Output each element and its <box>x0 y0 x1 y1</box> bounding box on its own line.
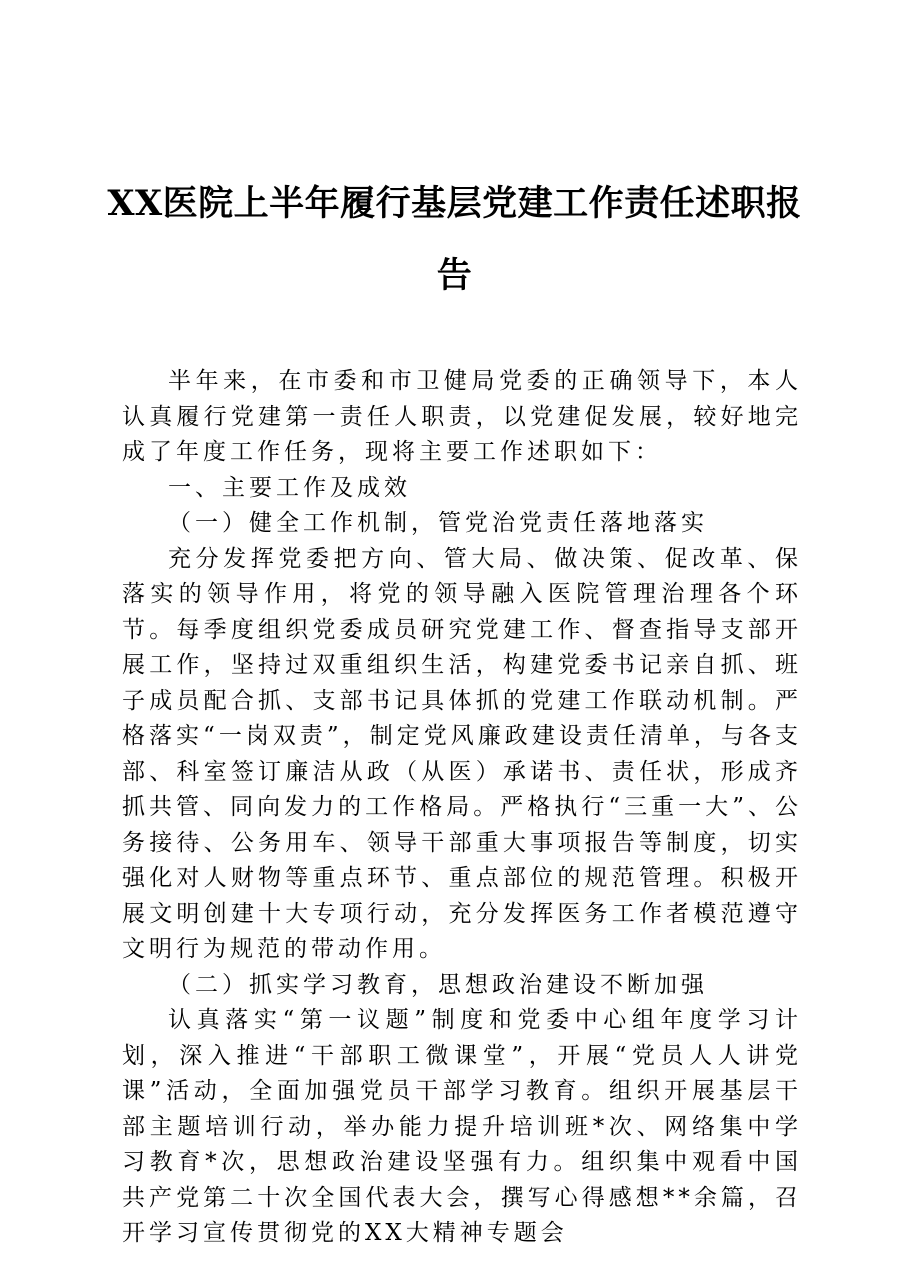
body-paragraph-2: 认真落实“第一议题”制度和党委中心组年度学习计划，深入推进“干部职工微课堂”，开展“党员人人讲党课”活动，全面加强党员干部学习教育。组织开展基层干部主题培训行动，举办能力提升培训班*次、网络集中学习教育*次，思想政治建设坚强有力。组织集中观看中国共产党第二十次全国代表大会，撰写心得感想**余篇，召开学习宣传贯彻党的XX大精神专题会 <box>122 1007 802 1246</box>
document-body <box>122 364 802 1252</box>
subsection-heading-1: （一）健全工作机制，管党治党责任落地落实 <box>168 510 708 536</box>
section-heading-main-work: 一、主要工作及成效 <box>168 474 411 501</box>
body-paragraph-1: 充分发挥党委把方向、管大局、做决策、促改革、保落实的领导作用，将党的领导融入医院管理治理各个环节。每季度组织党委成员研究党建工作、督查指导支部开展工作，坚持过双重组织生活，构建党委书记亲自抓、班子成员配合抓、支部书记具体抓的党建工作联动机制。严格落实“一岗双责”，制定党风廉政建设责任清单，与各支部、科室签订廉洁从政（从医）承诺书、责任状，形成齐抓共管、同向发力的工作格局。严格执行“三重一大”、公务接待、公务用车、领导干部重大事项报告等制度，切实强化对人财物等重点环节、重点部位的规范管理。积极开展文明创建十大专项行动，充分发挥医务工作者模范遵守文明行为规范的带动作用。 <box>122 545 802 962</box>
document-title <box>100 168 809 312</box>
subsection-heading-2: （二）抓实学习教育，思想政治建设不断加强 <box>168 971 708 998</box>
title-line-1: XX医院上半年履行基层党建工作责任述职报 <box>107 183 802 224</box>
intro-paragraph: 半年来，在市委和市卫健局党委的正确领导下，本人认真履行党建第一责任人职责，以党建促发展，较好地完成了年度工作任务，现将主要工作述职如下： <box>122 368 802 465</box>
title-line-2: 告 <box>436 255 473 296</box>
